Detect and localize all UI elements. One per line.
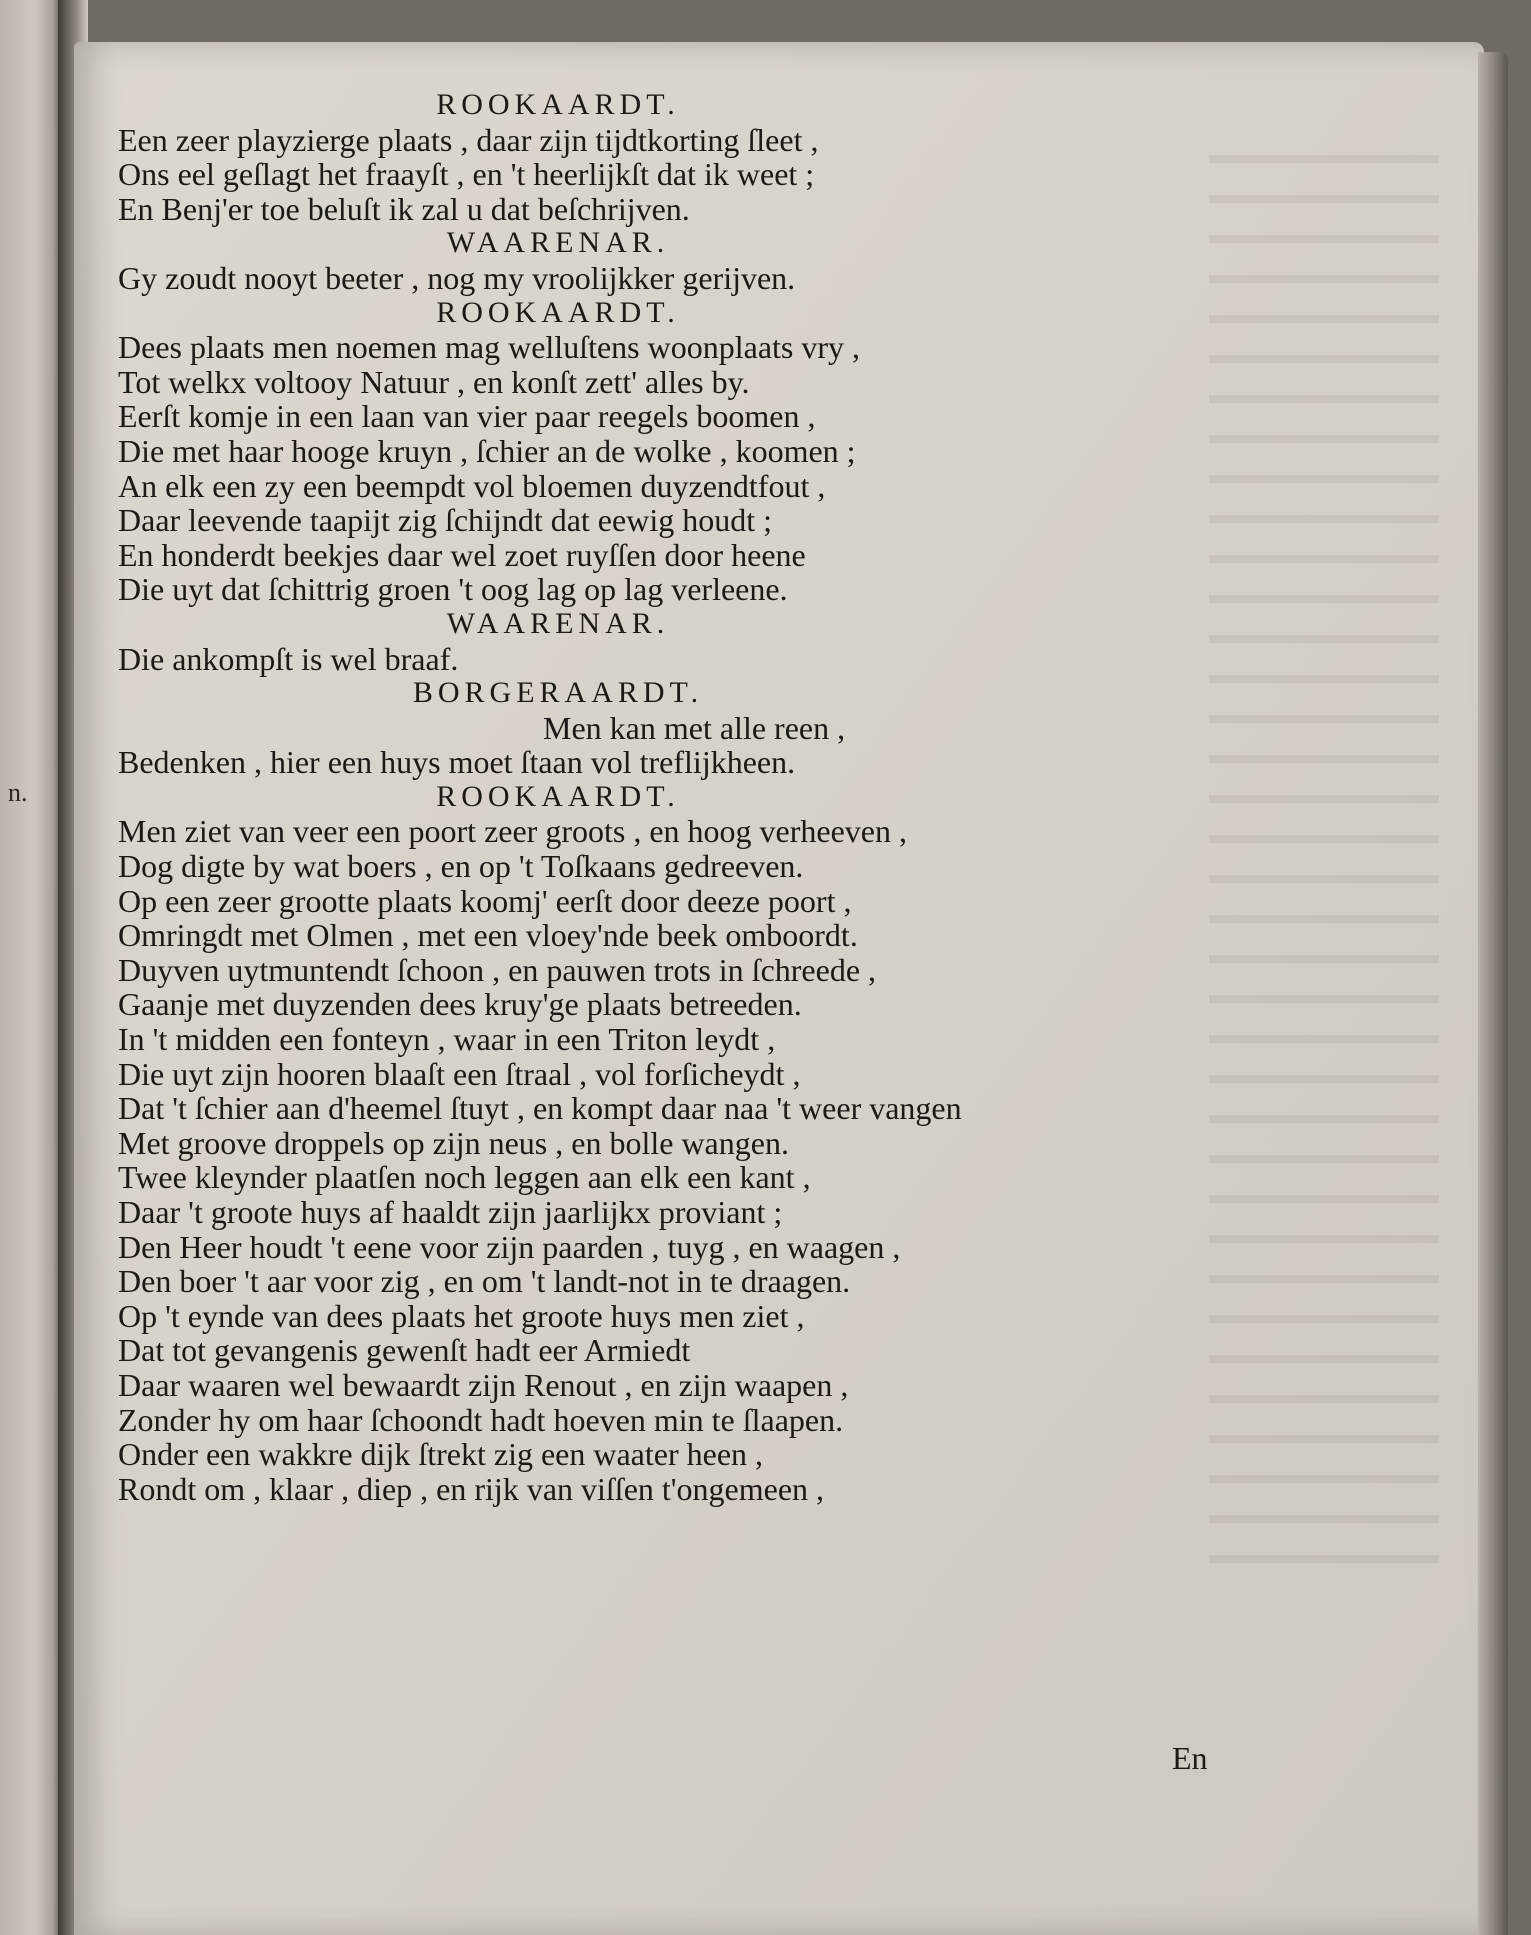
- verse-line: Met groove droppels op zijn neus , en bolle wangen.: [118, 1124, 789, 1161]
- verse-line: Duyven uytmuntendt ſchoon , en pauwen trots in ſchreede ,: [118, 951, 877, 988]
- verse-line: Onder een wakkre dijk ſtrekt zig een waater heen ,: [118, 1436, 764, 1473]
- verse-line: Dat 't ſchier aan d'heemel ſtuyt , en kompt daar naa 't weer vangen: [118, 1090, 962, 1127]
- facing-page-edge: [0, 0, 62, 1935]
- verse-line: Die met haar hooge kruyn , ſchier an de wolke , koomen ;: [118, 432, 856, 469]
- verse-line: In 't midden een fonteyn , waar in een Triton leydt ,: [118, 1021, 776, 1058]
- verse-line: Die uyt dat ſchittrig groen 't oog lag op lag verleene.: [118, 571, 788, 608]
- verse-line: Tot welkx voltooy Natuur , en konſt zett' alles by.: [118, 363, 750, 400]
- verse-line: Eerſt komje in een laan van vier paar reegels boomen ,: [118, 398, 816, 435]
- verse-line: Zonder hy om haar ſchoondt hadt hoeven min te ſlaapen.: [118, 1401, 844, 1438]
- margin-fragment: n.: [8, 778, 28, 807]
- verse-line: Daar waaren wel bewaardt zijn Renout , en zijn waapen ,: [118, 1366, 849, 1403]
- verse-line: Den boer 't aar voor zig , en om 't landt-not in te draagen.: [118, 1263, 851, 1300]
- catchword: En: [1172, 1740, 1208, 1776]
- verse-line: Ons eel geſlagt het fraayſt , en 't heerlijkſt dat ik weet ;: [118, 156, 815, 193]
- speaker-heading: WAARENAR.: [446, 226, 670, 260]
- verse-line: En Benj'er toe beluſt ik zal u dat beſchrijven.: [118, 190, 690, 227]
- verse-line: Bedenken , hier een huys moet ſtaan vol treflijkheen.: [118, 744, 796, 781]
- speaker-heading: WAARENAR.: [446, 606, 670, 640]
- verse-line: Rondt om , klaar , diep , en rijk van viſſen t'ongemeen ,: [118, 1470, 825, 1507]
- verse-line: Op 't eynde van dees plaats het groote huys men ziet ,: [118, 1297, 805, 1334]
- verse-line: Men ziet van veer een poort zeer groots , en hoog verheeven ,: [118, 813, 907, 850]
- verse-line: Twee kleynder plaatſen noch leggen aan elk een kant ,: [118, 1159, 811, 1196]
- verse-line: Een zeer playzierge plaats , daar zijn tijdtkorting ſleet ,: [118, 121, 819, 158]
- verse-line: Daar leevende taapijt zig ſchijndt dat eewig houdt ;: [118, 502, 772, 539]
- verse-text-block: [118, 88, 1218, 1506]
- verse-line: Dat tot gevangenis gewenſt hadt eer Armiedt: [118, 1332, 691, 1369]
- verse-line: Op een zeer grootte plaats koomj' eerſt door deeze poort ,: [118, 882, 852, 919]
- verse-line: Den Heer houdt 't eene voor zijn paarden , tuyg , en waagen ,: [118, 1228, 901, 1265]
- speaker-heading: ROOKAARDT.: [436, 88, 680, 121]
- verse-line: Die uyt zijn hooren blaaſt een ſtraal , vol forſicheydt ,: [118, 1055, 801, 1092]
- show-through-text: [1209, 137, 1439, 1587]
- verse-line: Die ankompſt is wel braaf.: [118, 640, 459, 677]
- verse-line: Daar 't groote huys af haaldt zijn jaarlijkx proviant ;: [118, 1194, 783, 1230]
- verse-line: Men kan met alle reen ,: [543, 709, 846, 746]
- verse-line: Dees plaats men noemen mag welluſtens woonplaats vry ,: [118, 329, 861, 366]
- verse-line: Gaanje met duyzenden dees kruy'ge plaats betreeden.: [118, 986, 802, 1023]
- speaker-heading: BORGERAARDT.: [412, 676, 704, 710]
- verse-line: An elk een zy een beempdt vol bloemen duyzendtfout ,: [118, 467, 826, 504]
- verse-line: Omringdt met Olmen , met een vloey'nde beek omboordt.: [118, 917, 858, 954]
- speaker-heading: ROOKAARDT.: [436, 779, 680, 813]
- verse-line: En honderdt beekjes daar wel zoet ruyſſen door heene: [118, 536, 806, 573]
- speaker-heading: ROOKAARDT.: [436, 295, 680, 329]
- verse-line: Dog digte by wat boers , en op 't Toſkaans gedreeven.: [118, 848, 804, 885]
- page-block-edge: [1478, 52, 1508, 1935]
- verse-line: Gy zoudt nooyt beeter , nog my vroolijkker gerijven.: [118, 259, 796, 296]
